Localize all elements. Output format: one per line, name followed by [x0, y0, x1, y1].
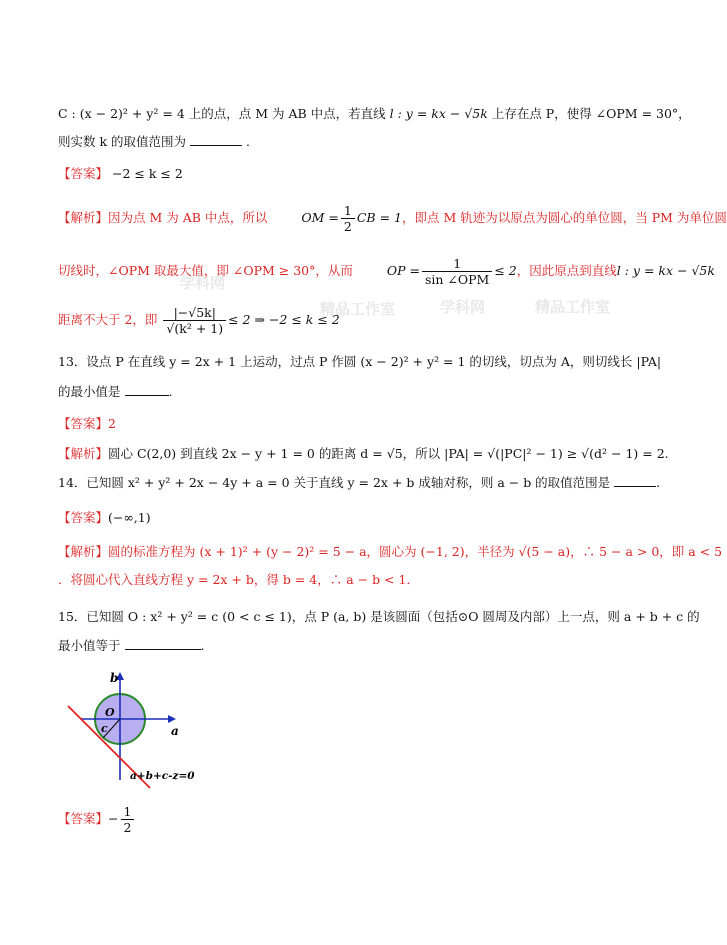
line-label: a+b+c-z=0: [130, 770, 195, 782]
p13-question: 的最小值是: [58, 384, 121, 399]
p13-line1: 13．设点 P 在直线 y = 2x + 1 上运动，过点 P 作圆 (x − 2)² + y² = 1 的切线，切点为 A，则切线长 |PA|: [58, 354, 662, 369]
answer-blank: [614, 474, 656, 487]
answer-label: 【答案】: [58, 416, 109, 431]
watermark: 精品工作室: [535, 298, 611, 316]
fraction: [163, 305, 226, 336]
fraction-den: 2: [343, 219, 352, 234]
p12-line-eq: l : y = kx − √5k: [389, 106, 488, 121]
answer-label: 【答案】: [58, 166, 109, 181]
answer-label: 【答案】: [58, 510, 109, 525]
fraction-den: sin ∠OPM: [424, 272, 490, 287]
p12-text-a: C : (x − 2)² + y² = 4 上的点，点 M 为 AB 中点，若直线: [58, 106, 386, 121]
p14-line1: 14．已知圆 x² + y² + 2x − 4y + a = 0 关于直线 y = 2x + b 成轴对称，则 a − b 的取值范围是 .: [58, 475, 661, 490]
label-c: c: [101, 722, 108, 735]
label-a: a: [171, 724, 179, 738]
watermark: 学科网: [440, 298, 486, 316]
watermark: 精品工作室: [320, 300, 396, 318]
p12-line1: [58, 104, 691, 124]
p12-text-c: 上存在点 P，使得 ∠OPM = 30°，: [491, 106, 691, 121]
p12-question: 则实数 k 的取值范围为: [58, 134, 187, 149]
analysis-text: 圆的标准方程为 (x + 1)² + (y − 2)² = 5 − a，圆心为 (−1, 2)，半径为 √(5 − a)，∴ 5 − a > 0，即 a < 5: [108, 544, 723, 559]
p12-analysis-1: [58, 201, 727, 235]
fraction: [341, 203, 355, 234]
watermark: 学科网: [180, 274, 226, 292]
a-axis-arrow: [168, 715, 176, 723]
p14-question: 14．已知圆 x² + y² + 2x − 4y + a = 0 关于直线 y = 2x + b 成轴对称，则 a − b 的取值范围是: [58, 475, 611, 490]
answer-blank: [190, 133, 242, 146]
p13-line2: 的最小值是 .: [58, 384, 173, 399]
label-o: O: [105, 706, 115, 719]
fraction: [422, 256, 492, 287]
p15-question: 最小值等于: [58, 638, 121, 653]
p15-answer: [58, 802, 136, 836]
fraction-den: √(k² + 1): [166, 321, 224, 336]
answer-blank: [125, 383, 169, 396]
answer-value: −2 ≤ k ≤ 2: [112, 166, 183, 181]
answer-value: 2: [108, 416, 116, 431]
fraction-num: 1: [422, 256, 492, 272]
fraction-num: 1: [121, 804, 135, 820]
answer-blank: [125, 637, 201, 650]
p13-answer: [58, 414, 116, 434]
p12-analysis-3: [58, 302, 340, 338]
op-tail: ≤ 2: [494, 263, 517, 278]
analysis-text: 切线时，∠OPM 取最大值，即 ∠OPM ≥ 30°，从而: [58, 263, 353, 278]
circle-diagram: [58, 668, 208, 793]
analysis-text: 距离不大于 2，即: [58, 312, 158, 327]
answer-label: 【答案】: [58, 811, 109, 826]
analysis-text: 圆心 C(2,0) 到直线 2x − y + 1 = 0 的距离 d = √5，所以 |PA| = √(|PC|² − 1) ≥ √(d² − 1) = 2.: [108, 446, 669, 461]
p14-analysis-2: ．将圆心代入直线方程 y = 2x + b，得 b = 4，∴ a − b < 1．: [58, 572, 419, 587]
analysis-label: 【解析】: [58, 210, 109, 225]
answer-fraction: [121, 804, 135, 835]
line-eq: l : y = kx − √5k: [616, 263, 715, 278]
p12-answer: [58, 164, 183, 184]
fraction-num: 1: [341, 203, 355, 219]
p13-analysis: [58, 444, 669, 464]
p12-line2: 则实数 k 的取值范围为 .: [58, 134, 250, 149]
analysis-label: 【解析】: [58, 446, 109, 461]
analysis-text: ，即点 M 轨迹为以原点为圆心的单位圆，当 PM 为单位圆: [401, 210, 727, 225]
inequality: ≤ 2 ⇒ −2 ≤ k ≤ 2: [228, 312, 340, 327]
label-b: b: [110, 671, 119, 685]
p14-analysis-1: [58, 542, 722, 562]
p15-line1: 15．已知圆 O : x² + y² = c (0 < c ≤ 1)，点 P (a, b) 是该圆面（包括⊙O 圆周及内部）上一点，则 a + b + c 的: [58, 609, 700, 624]
om-tail: CB = 1: [356, 210, 402, 225]
answer-sign: −: [108, 811, 119, 826]
answer-value: (−∞,1): [108, 510, 151, 525]
analysis-label: 【解析】: [58, 544, 109, 559]
p14-answer: [58, 508, 151, 528]
fraction-num: |−√5k|: [163, 305, 226, 321]
analysis-text: ，因此原点到直线: [516, 263, 617, 278]
p15-line2: 最小值等于 .: [58, 638, 205, 653]
om-expr: OM =: [301, 210, 339, 225]
op-expr: OP =: [386, 263, 420, 278]
p12-analysis-2: [58, 254, 715, 288]
analysis-text: 因为点 M 为 AB 中点，所以: [108, 210, 268, 225]
fraction-den: 2: [123, 820, 132, 835]
